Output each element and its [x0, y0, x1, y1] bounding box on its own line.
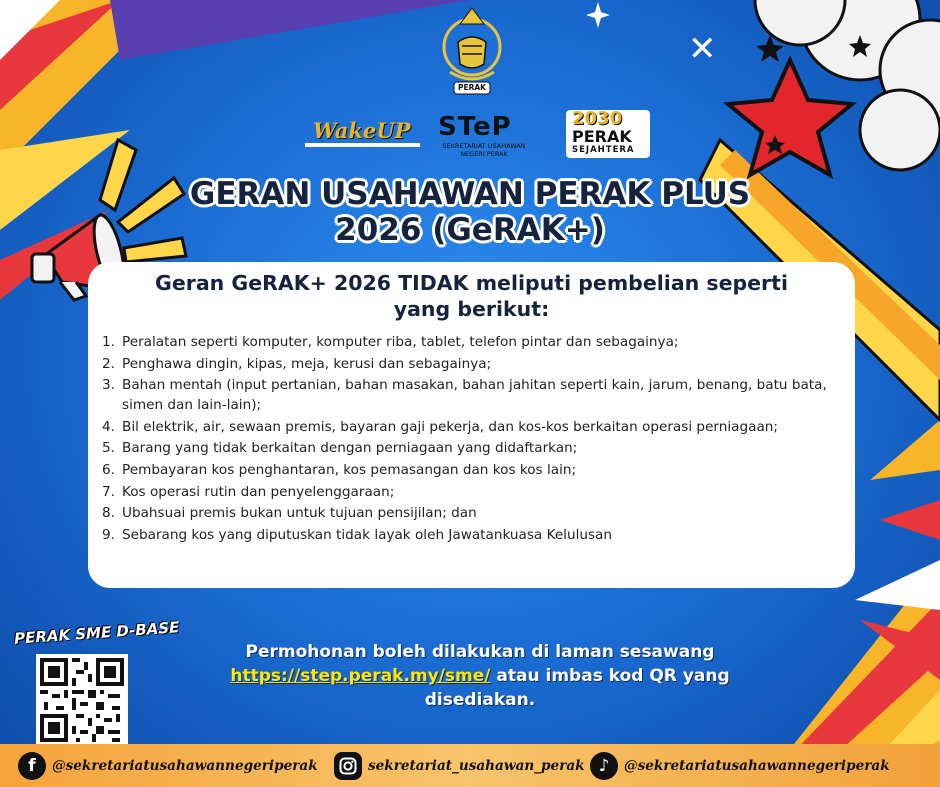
- sme-dbase-label: PERAK SME D-BASE: [13, 618, 180, 648]
- facebook-icon: f: [18, 752, 46, 780]
- list-item: [102, 460, 842, 480]
- list-item: [102, 525, 842, 545]
- apply-line2: [200, 664, 760, 688]
- apply-line1: Permohonan boleh dilakukan di laman sesawang: [245, 642, 715, 662]
- application-link[interactable]: https://step.perak.my/sme/: [230, 666, 491, 686]
- list-item: [102, 503, 842, 523]
- close-icon[interactable]: ✕: [688, 29, 717, 69]
- perak2030-tag: SEJAHTERA: [572, 145, 635, 155]
- card-heading: [88, 270, 855, 322]
- list-item-number: 5.: [102, 440, 115, 457]
- facebook-link[interactable]: [18, 744, 318, 787]
- list-item-text: Sebarang kos yang diputuskan tidak layak oleh Jawatankuasa Kelulusan: [122, 526, 612, 543]
- perak2030-year: 2030: [572, 108, 623, 129]
- list-item-text: Ubahsuai premis bukan untuk tujuan pensijilan; dan: [122, 505, 477, 522]
- perak2030-name: PERAK: [572, 127, 632, 146]
- step-subtitle: SEKRETARIAT USAHAWAN NEGERI PERAK: [442, 142, 526, 158]
- list-item: [102, 482, 842, 502]
- purple-wedge: [110, 0, 470, 60]
- social-footer: [0, 744, 940, 787]
- wakeup-underline: [305, 143, 420, 147]
- list-item: [102, 438, 842, 458]
- list-item: [102, 354, 842, 374]
- list-item-text: Bahan mentah (input pertanian, bahan masakan, bahan jahitan seperti kain, jarum, benang, batu bata, simen dan lain-lain);: [122, 377, 827, 414]
- list-item-number: 1.: [102, 334, 115, 350]
- list-item-number: 8.: [102, 505, 115, 522]
- application-info: [200, 640, 760, 712]
- tiktok-icon: ♪: [590, 752, 618, 780]
- list-item-number: 9.: [102, 526, 115, 543]
- list-item-text: Barang yang tidak berkaitan dengan perniagaan yang didaftarkan;: [122, 440, 578, 457]
- list-item-text: Pembayaran kos penghantaran, kos pemasangan dan kos kos lain;: [122, 461, 577, 478]
- apply-line2-rest: atau imbas kod QR yang: [490, 666, 730, 686]
- page-title-line1: GERAN USAHAWAN PERAK PLUS: [189, 176, 751, 212]
- page-title-line2: 2026 (GeRAK+): [335, 212, 605, 248]
- instagram-handle: sekretariat_usahawan_perak: [368, 757, 585, 774]
- instagram-icon: [334, 752, 362, 780]
- list-item-text: Peralatan seperti komputer, komputer riba, tablet, telefon pintar dan sebagainya;: [122, 334, 679, 350]
- list-item: [102, 417, 842, 437]
- apply-line3: disediakan.: [424, 690, 536, 710]
- list-item-text: Penghawa dingin, kipas, meja, kerusi dan sebagainya;: [122, 355, 492, 372]
- list-item-number: 3.: [102, 377, 115, 394]
- step-logo: STeP: [438, 112, 512, 142]
- list-item: [102, 375, 842, 415]
- list-item-number: 4.: [102, 418, 115, 435]
- crest-label: PERAK: [457, 83, 486, 92]
- list-item-text: Bil elektrik, air, sewaan premis, bayaran gaji pekerja, dan kos-kos berkaitan operasi perniagaan;: [122, 418, 778, 435]
- exclusions-card: [88, 262, 855, 588]
- qr-code-icon[interactable]: [36, 654, 128, 746]
- list-item: [102, 332, 842, 352]
- card-heading-line1: Geran GeRAK+ 2026 TIDAK meliputi pembelian seperti: [155, 271, 788, 295]
- list-item-number: 6.: [102, 461, 115, 478]
- star-icon: [728, 60, 852, 175]
- list-item-number: 2.: [102, 355, 115, 372]
- exclusion-list: [102, 332, 842, 546]
- card-heading-line2: yang berikut:: [393, 297, 550, 321]
- list-item-text: Kos operasi rutin dan penyelenggaraan;: [122, 483, 395, 500]
- tiktok-link[interactable]: [590, 744, 890, 787]
- wakeup-logo: WakeUP: [313, 118, 411, 143]
- list-item-number: 7.: [102, 483, 115, 500]
- facebook-handle: @sekretariatusahawannegeriperak: [52, 757, 318, 774]
- tiktok-handle: @sekretariatusahawannegeriperak: [624, 757, 890, 774]
- instagram-link[interactable]: [334, 744, 585, 787]
- sparkle-icon: [586, 2, 610, 28]
